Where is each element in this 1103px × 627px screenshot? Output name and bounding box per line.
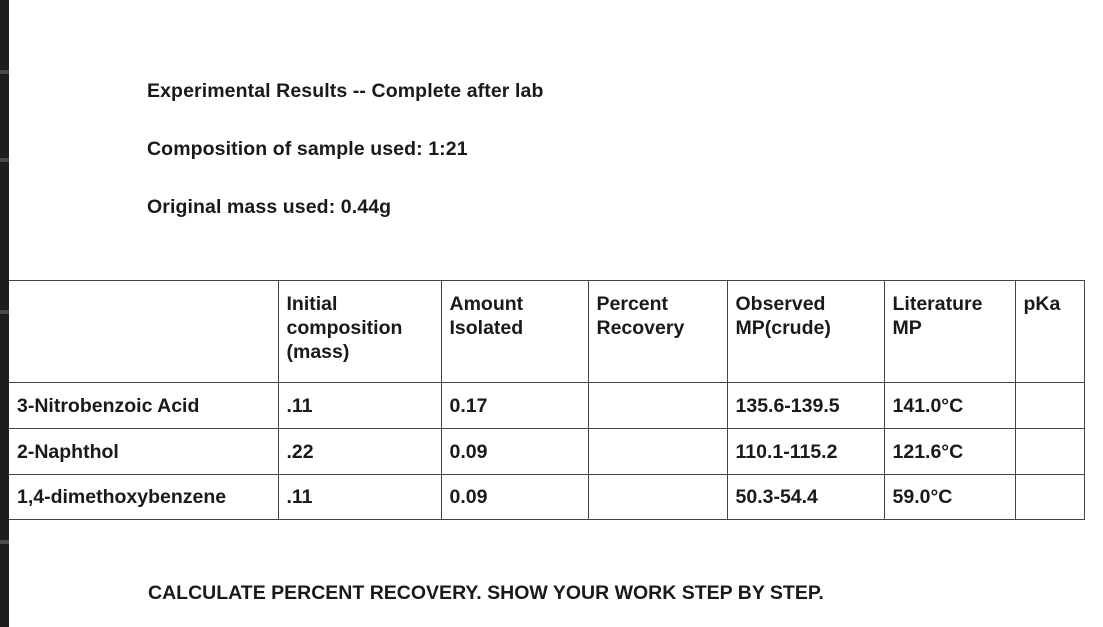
cell-initial-composition: .11 — [278, 475, 441, 520]
left-edge-mark — [0, 70, 9, 74]
left-edge-mark — [0, 310, 9, 314]
cell-literature-mp: 121.6°C — [884, 429, 1015, 475]
cell-percent-recovery — [588, 475, 727, 520]
header-percent-recovery: Percent Recovery — [588, 281, 727, 383]
page-title: Experimental Results -- Complete after lab — [147, 80, 544, 102]
cell-compound: 1,4-dimethoxybenzene — [9, 475, 278, 520]
table-row — [9, 475, 1084, 520]
cell-amount-isolated: 0.17 — [441, 383, 588, 429]
instruction-text: CALCULATE PERCENT RECOVERY. SHOW YOUR WORK STEP BY STEP. — [148, 582, 824, 604]
table-header-row — [9, 281, 1084, 383]
table-row — [9, 429, 1084, 475]
header-literature-mp: Literature MP — [884, 281, 1015, 383]
header-amount-isolated: Amount Isolated — [441, 281, 588, 383]
cell-initial-composition: .11 — [278, 383, 441, 429]
header-compound — [9, 281, 278, 383]
cell-initial-composition: .22 — [278, 429, 441, 475]
cell-pka — [1015, 475, 1084, 520]
cell-pka — [1015, 429, 1084, 475]
cell-observed-mp: 135.6-139.5 — [727, 383, 884, 429]
cell-compound: 2-Naphthol — [9, 429, 278, 475]
cell-percent-recovery — [588, 429, 727, 475]
cell-compound: 3-Nitrobenzoic Acid — [9, 383, 278, 429]
sample-composition: Composition of sample used: 1:21 — [147, 138, 468, 160]
cell-amount-isolated: 0.09 — [441, 429, 588, 475]
cell-observed-mp: 110.1-115.2 — [727, 429, 884, 475]
header-pka: pKa — [1015, 281, 1084, 383]
cell-literature-mp: 141.0°C — [884, 383, 1015, 429]
cell-percent-recovery — [588, 383, 727, 429]
left-edge-mark — [0, 540, 9, 544]
cell-pka — [1015, 383, 1084, 429]
header-initial-composition: Initial composition (mass) — [278, 281, 441, 383]
cell-amount-isolated: 0.09 — [441, 475, 588, 520]
cell-literature-mp: 59.0°C — [884, 475, 1015, 520]
left-edge-mark — [0, 158, 9, 162]
results-table — [9, 280, 1085, 520]
original-mass: Original mass used: 0.44g — [147, 196, 392, 218]
table-row — [9, 383, 1084, 429]
cell-observed-mp: 50.3-54.4 — [727, 475, 884, 520]
header-observed-mp: Observed MP(crude) — [727, 281, 884, 383]
